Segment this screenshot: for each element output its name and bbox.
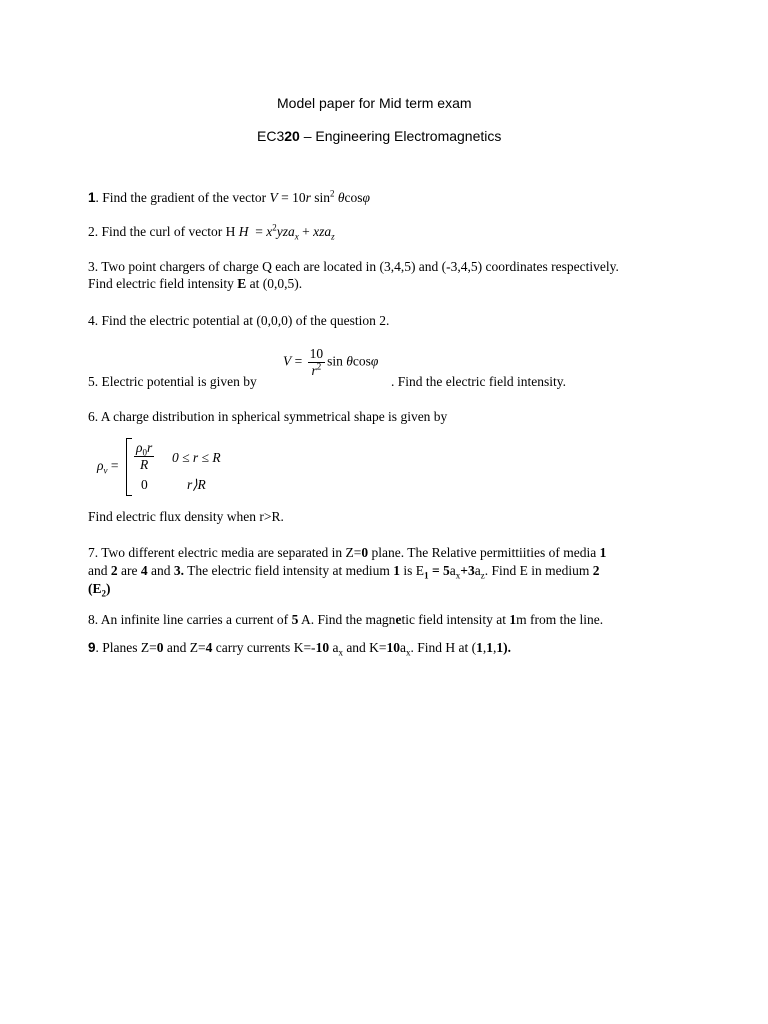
question-7-line-3: $(E_2)$ xyxy=(88,581,111,599)
q6-case2-value: 0 xyxy=(141,477,148,492)
q1-equation: V = 10r $\sin^2 \theta\cos\varphi$ xyxy=(269,188,370,205)
question-7-line-2: and 2 are 4 and 3. The electric field intensity at medium 1 is $E_1 = 5a_x+3a_z$. Find E in medium 2 xyxy=(88,563,600,581)
question-6-followup: Find electric flux density when r>R. xyxy=(88,509,284,524)
question-8: 8. An infinite line carries a current of 5 A. Find the magnetic field intensity at 1m from the line. xyxy=(88,612,604,627)
q6-case2-condition: r⟩R xyxy=(187,477,206,492)
question-6: 6. A charge distribution in spherical symmetrical shape is given by xyxy=(88,409,448,424)
q2-equation: $H = x^2yza_x + xza_z$ xyxy=(238,222,335,242)
question-2: 2. Find the curl of vector H $H = x^2yza_x + xza_z$ xyxy=(88,222,335,242)
question-4: 4. Find the electric potential at (0,0,0) of the question 2. xyxy=(88,313,390,328)
q6-rho-lhs: $\rho_v$ = xyxy=(97,458,119,476)
page-title: Model paper for Mid term exam xyxy=(277,95,472,111)
question-9: 9. Planes Z=0 and Z=4 carry currents K=-10 $a_x$ and $K=10a_x$. Find H at (1,1,1). xyxy=(88,640,512,658)
course-title: EC320 – Engineering Electromagnetics xyxy=(257,128,502,144)
question-1: 1. Find the gradient of the vector V = 10r $\sin^2 \theta\cos\varphi$ xyxy=(88,188,370,205)
question-3-line-1: 3. Two point chargers of charge Q each are located in (3,4,5) and (-3,4,5) coordinates respectively. xyxy=(88,259,619,274)
question-5-text: 5. Electric potential is given by xyxy=(88,374,257,389)
q6-case1-condition: 0 ≤ r ≤ R xyxy=(172,450,221,465)
question-7-line-1: 7. Two different electric media are separated in Z=0 plane. The Relative permittiities of media 1 xyxy=(88,545,607,560)
q6-brace xyxy=(126,438,132,496)
q6-case1-fraction: $\frac{\rho_0r}{R}$ xyxy=(136,440,153,472)
question-3-line-2: Find electric field intensity E at (0,0,5). xyxy=(88,276,303,291)
question-5-text-end: . Find the electric field intensity. xyxy=(391,374,566,389)
q5-equation: V = $\frac{10}{r^2}$ sin θcosφ xyxy=(283,346,379,378)
q5-fraction: $\frac{10}{r^2}$ xyxy=(309,346,324,378)
